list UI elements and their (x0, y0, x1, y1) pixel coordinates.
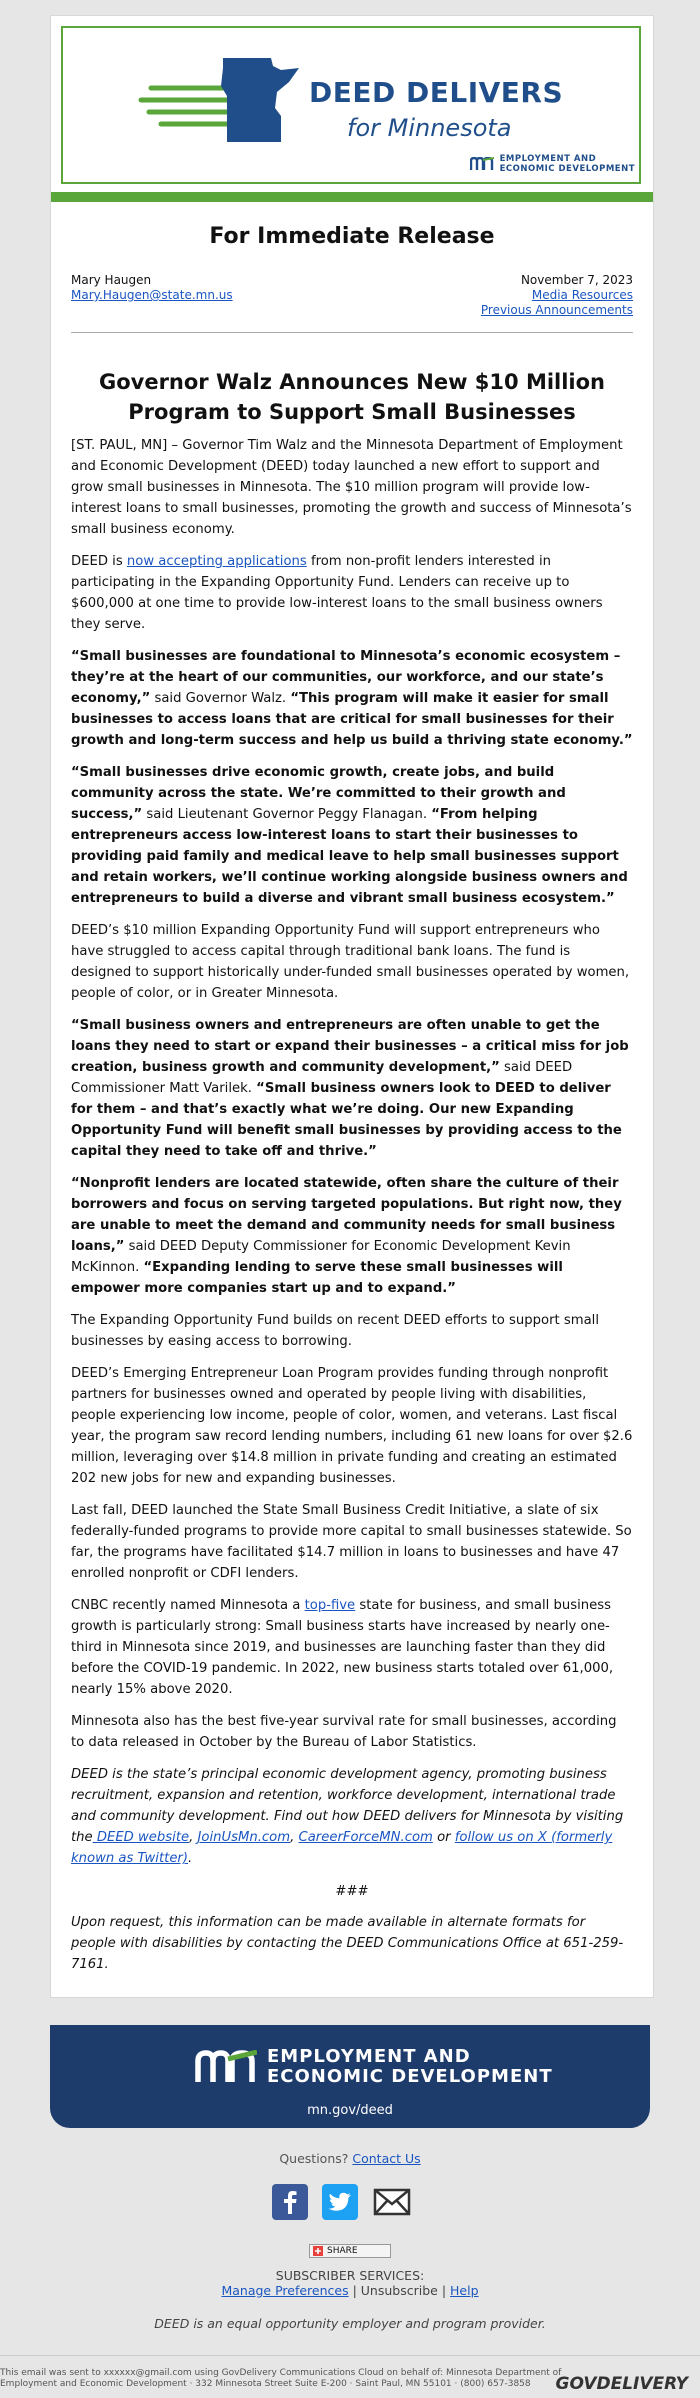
paragraph: Minnesota also has the best five-year survival rate for small businesses, according to data released in October by the Bureau of Labor Statistics. (71, 1714, 617, 1750)
release-date: November 7, 2023 (520, 273, 633, 287)
paragraph: CNBC recently named Minnesota a top-five state for business, and small business growth is particularly strong: Small business starts have increased by nearly one-third in Minnesota since 2019, and businesses are launching faster than they did before the COVID-19 pandemic. In 2022, new business starts totaled over 61,000, nearly 15% above 2020. (71, 1598, 614, 1697)
joinusmn-link[interactable]: JoinUsMn.com (197, 1830, 291, 1845)
paragraph: DEED is now accepting applications from non-profit lenders interested in participating in the Expanding Opportunity Fund. Lenders can receive up to $600,000 at one time to provide low-interest loans to the small business owners they serve. (71, 554, 603, 632)
careerforce-link[interactable]: CareerForceMN.com (298, 1830, 433, 1845)
media-resources-link[interactable]: Media Resources (531, 288, 633, 302)
unsubscribe-link[interactable]: Unsubscribe (360, 2283, 438, 2298)
contact-block (51, 273, 653, 318)
footer-agency-line2: ECONOMIC DEVELOPMENT (267, 2066, 553, 2087)
green-divider (51, 192, 653, 202)
footer-banner (50, 2025, 650, 2128)
subscriber-services: SUBSCRIBER SERVICES: Manage Preferences | Unsubscribe | Help (0, 2268, 700, 2298)
paragraph: DEED’s Emerging Entrepreneur Loan Program provides funding through nonprofit partners for businesses owned and operated by people living with disabilities, people experiencing low income, people of color, women, and veterans. Last fiscal year, the program saw record lending numbers, including 61 new loans for over $2.6 million, leveraging over $14.8 million in private funding and creating an estimated 202 new jobs for new and expanding businesses. (71, 1366, 633, 1486)
minnesota-logo-icon (131, 56, 311, 146)
contact-divider (71, 332, 633, 333)
manage-preferences-link[interactable]: Manage Preferences (221, 2283, 349, 2298)
help-link[interactable]: Help (450, 2283, 479, 2298)
top-five-link[interactable]: top-five (304, 1598, 356, 1613)
deed-mini-logo (470, 154, 635, 174)
quote-paragraph: “Small business owners and entrepreneurs are often unable to get the loans they need to start or expand their businesses – a critical miss for job creation, business growth and community development,” said DEED Commissioner Matt Varilek. “Small business owners look to DEED to deliver for them – and that’s exactly what we’re doing. Our new Expanding Opportunity Fund will benefit small businesses by providing access to the capital they need to take off and thrive.” (71, 1018, 629, 1159)
follow-x-link[interactable]: follow us on X (formerly known as Twitter) (71, 1830, 613, 1866)
accessibility-note: Upon request, this information can be made available in alternate formats for people with disabilities by contacting the DEED Communications Office at 651-259-7161. (71, 1915, 624, 1972)
contact-us-link[interactable]: Contact Us (352, 2151, 421, 2166)
footer-logo (195, 2047, 553, 2087)
mini-agency-line2: ECONOMIC DEVELOPMENT (499, 164, 635, 174)
mn-logo-icon (195, 2050, 257, 2084)
banner-subtitle: for Minnesota (347, 114, 512, 142)
facebook-icon[interactable] (272, 2184, 308, 2220)
email-share-icon[interactable] (372, 2184, 412, 2220)
quote-paragraph: “Small businesses are foundational to Minnesota’s economic ecosystem – they’re at the heart of our communities, our workforce, and our state’s economy,” said Governor Walz. “This program will make it easier for small businesses to access loans that are critical for small businesses for their growth and long-term success and help us build a thriving state economy.” (71, 649, 633, 748)
release-title: For Immediate Release (209, 224, 495, 249)
quote-paragraph: “Nonprofit lenders are located statewide, often share the culture of their borrowers and focus on serving targeted populations. But right now, they are unable to meet the demand and community needs for small business loans,” said DEED Deputy Commissioner for Economic Development Kevin McKinnon. “Expanding lending to serve these small businesses will empower more companies start up and to expand.” (71, 1176, 622, 1296)
paragraph: The Expanding Opportunity Fund builds on recent DEED efforts to support small businesses by easing access to borrowing. (71, 1313, 600, 1349)
banner-title: DEED DELIVERS (309, 76, 564, 109)
share-label: SHARE (327, 2246, 358, 2256)
contact-name: Mary Haugen (71, 273, 152, 287)
twitter-icon[interactable] (322, 2184, 358, 2220)
quote-paragraph: “Small businesses drive economic growth, create jobs, and build community across the state. We’re committed to their growth and success,” said Lieutenant Governor Peggy Flanagan. “From helping entrepreneurs access low-interest loans to start their businesses to providing paid family and medical leave to help small businesses support and retain workers, we’ll continue working alongside business owners and entrepreneurs to build a diverse and vibrant small business ecosystem.” (71, 765, 628, 906)
headline: Governor Walz Announces New $10 Million Program to Support Small Businesses (98, 370, 606, 424)
footer-agency-line1: EMPLOYMENT AND (267, 2046, 471, 2067)
applications-link[interactable]: now accepting applications (126, 554, 307, 569)
subscriber-heading: SUBSCRIBER SERVICES: (275, 2268, 425, 2283)
govdelivery-logo[interactable]: GOVDELIVERY (555, 2374, 688, 2394)
email-card (50, 15, 654, 1998)
social-links (272, 2184, 412, 2220)
share-button[interactable] (309, 2244, 391, 2258)
header-banner (51, 16, 653, 192)
contact-email-link[interactable]: Mary.Haugen@state.mn.us (71, 288, 233, 302)
paragraph: DEED’s $10 million Expanding Opportunity Fund will support entrepreneurs who have struggled to access capital through traditional bank loans. The fund is designed to support historically under-funded small businesses operated by women, people of color, or in Greater Minnesota. (71, 923, 630, 1001)
about-paragraph: DEED is the state’s principal economic development agency, promoting business recruitment, expansion and retention, workforce development, international trade and community development. Find out how DEED delivers for Minnesota by visiting the DEED website, JoinUsMn.com, CareerForceMN.com or follow us on X (formerly known as Twitter). (71, 1767, 624, 1866)
deed-website-link[interactable]: DEED website (92, 1830, 190, 1845)
mn-logo-icon (470, 157, 494, 171)
footer-url[interactable]: mn.gov/deed (307, 2103, 393, 2118)
fine-print-divider (0, 2355, 700, 2356)
paragraph: Last fall, DEED launched the State Small Business Credit Initiative, a slate of six federally-funded programs to provide more capital to small businesses statewide. So far, the programs have facilitated $14.7 million in loans to businesses and have 47 enrolled nonprofit or CDFI lenders. (71, 1503, 632, 1581)
share-plus-icon (313, 2246, 323, 2256)
mini-agency-line1: EMPLOYMENT AND (499, 154, 597, 164)
fine-print: This email was sent to xxxxxx@gmail.com using GovDelivery Communications Cloud on behalf of: Minnesota Department of Employment and Economic Development · 332 Minnesota Street Suite E-200 · Saint Paul, MN 55101 · (800) 657-3858 (0, 2368, 562, 2389)
paragraph: [ST. PAUL, MN] – Governor Tim Walz and the Minnesota Department of Employment and Economic Development (DEED) today launched a new effort to support and grow small businesses in Minnesota. The $10 million program will provide low-interest loans to small businesses, promoting the growth and success of Minnesota’s small business economy. (71, 438, 632, 537)
eeo-statement: DEED is an equal opportunity employer and program provider. (154, 2316, 546, 2331)
end-marker: ### (335, 1884, 369, 1899)
article-body (51, 435, 653, 1975)
previous-announcements-link[interactable]: Previous Announcements (480, 303, 633, 317)
questions-line: Questions? Contact Us (279, 2151, 421, 2166)
